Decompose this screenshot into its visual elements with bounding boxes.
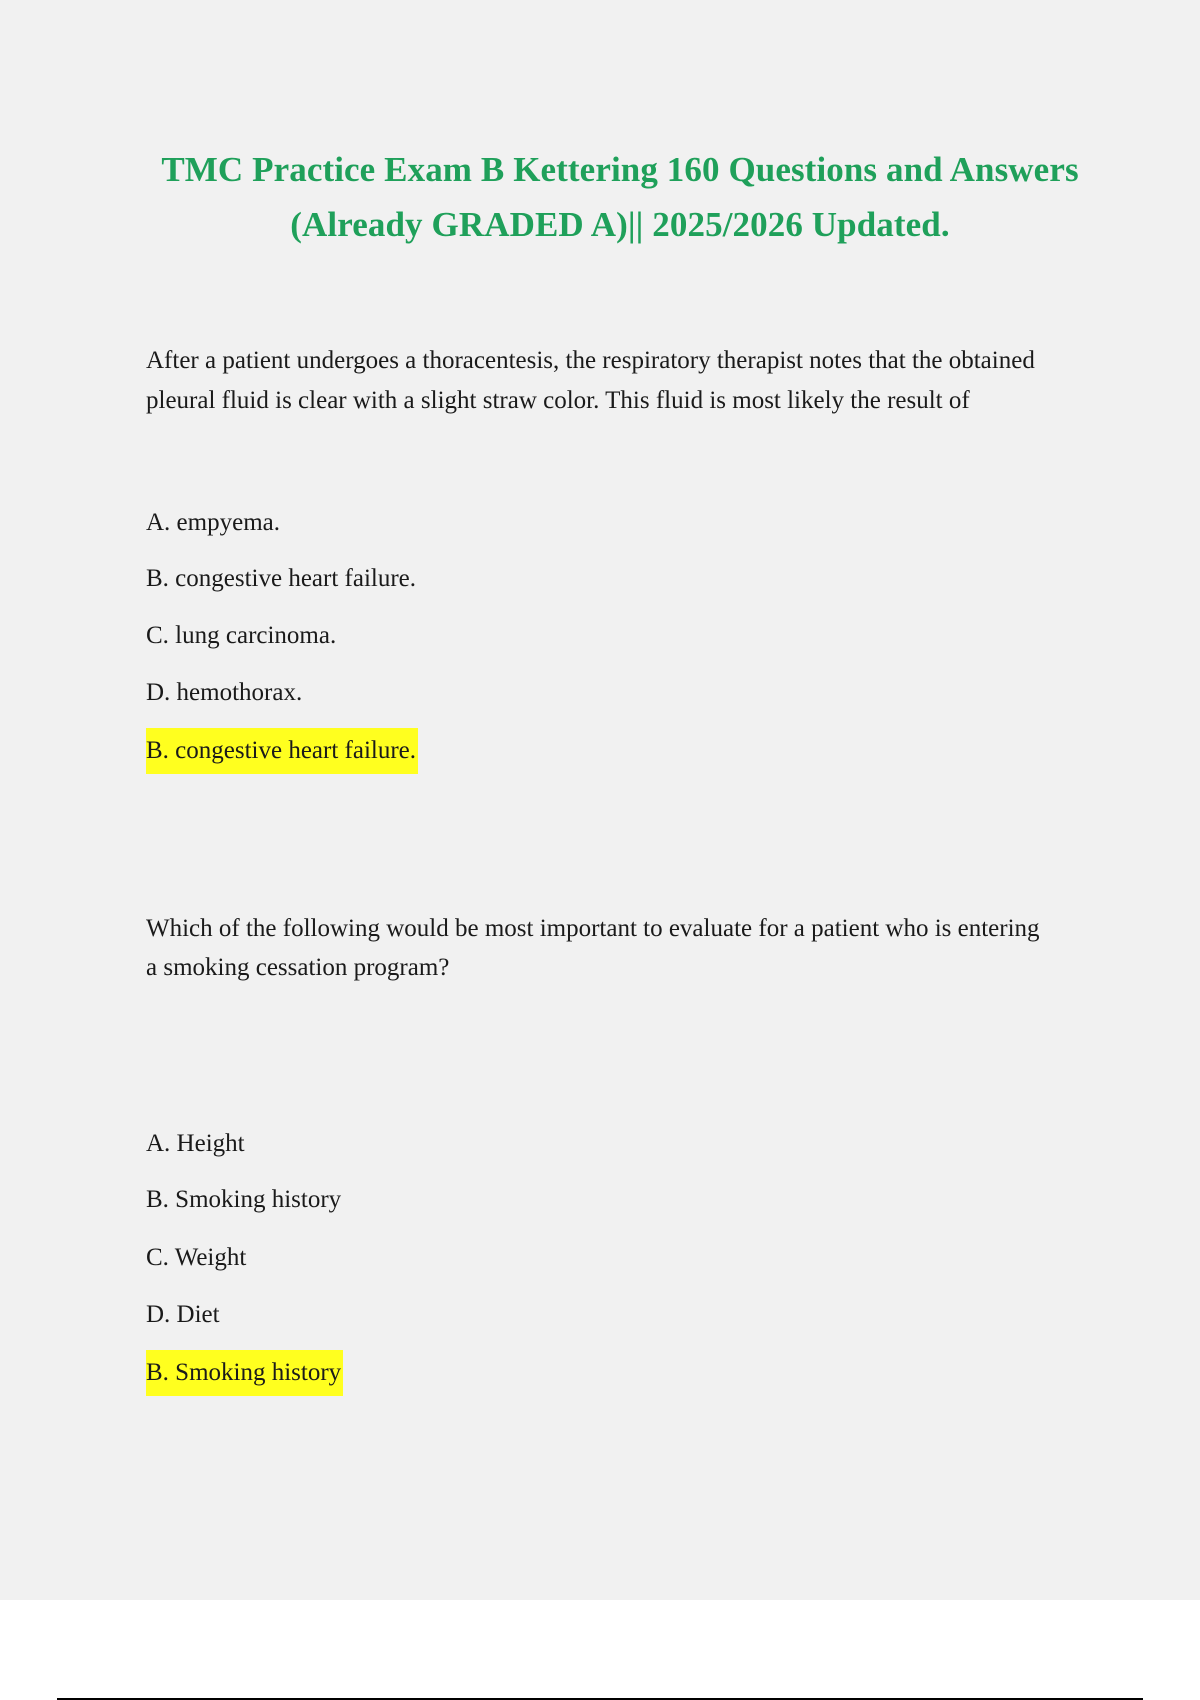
question-stem <box>146 341 1106 421</box>
question-stem-line: pleural fluid is clear with a slight straw color. This fluid is most likely the result of <box>146 387 970 414</box>
title-line: (Already GRADED A)|| 2025/2026 Updated. <box>290 205 950 244</box>
highlighted-answer: B. congestive heart failure. <box>146 728 418 774</box>
answer-option: D. Diet <box>146 1301 220 1328</box>
question-stem-line: Which of the following would be most important to evaluate for a patient who is entering <box>146 915 1040 942</box>
answer-option: A. Height <box>146 1130 245 1157</box>
highlighted-answer: B. Smoking history <box>146 1350 343 1396</box>
answer-option: C. Weight <box>146 1244 247 1271</box>
question-stem-line: a smoking cessation program? <box>146 954 450 981</box>
question-stem <box>146 909 1106 987</box>
answer-option: D. hemothorax. <box>146 679 303 706</box>
answer-option: A. empyema. <box>146 509 280 536</box>
document-title <box>100 142 1140 252</box>
answer-option: B. congestive heart failure. <box>146 565 417 592</box>
answer-option: C. lung carcinoma. <box>146 622 337 649</box>
question-stem-line: After a patient undergoes a thoracentesis, the respiratory therapist notes that the obtained <box>146 347 1035 374</box>
title-line: TMC Practice Exam B Kettering 160 Questions and Answers <box>161 150 1079 189</box>
answer-option: B. Smoking history <box>146 1186 342 1213</box>
